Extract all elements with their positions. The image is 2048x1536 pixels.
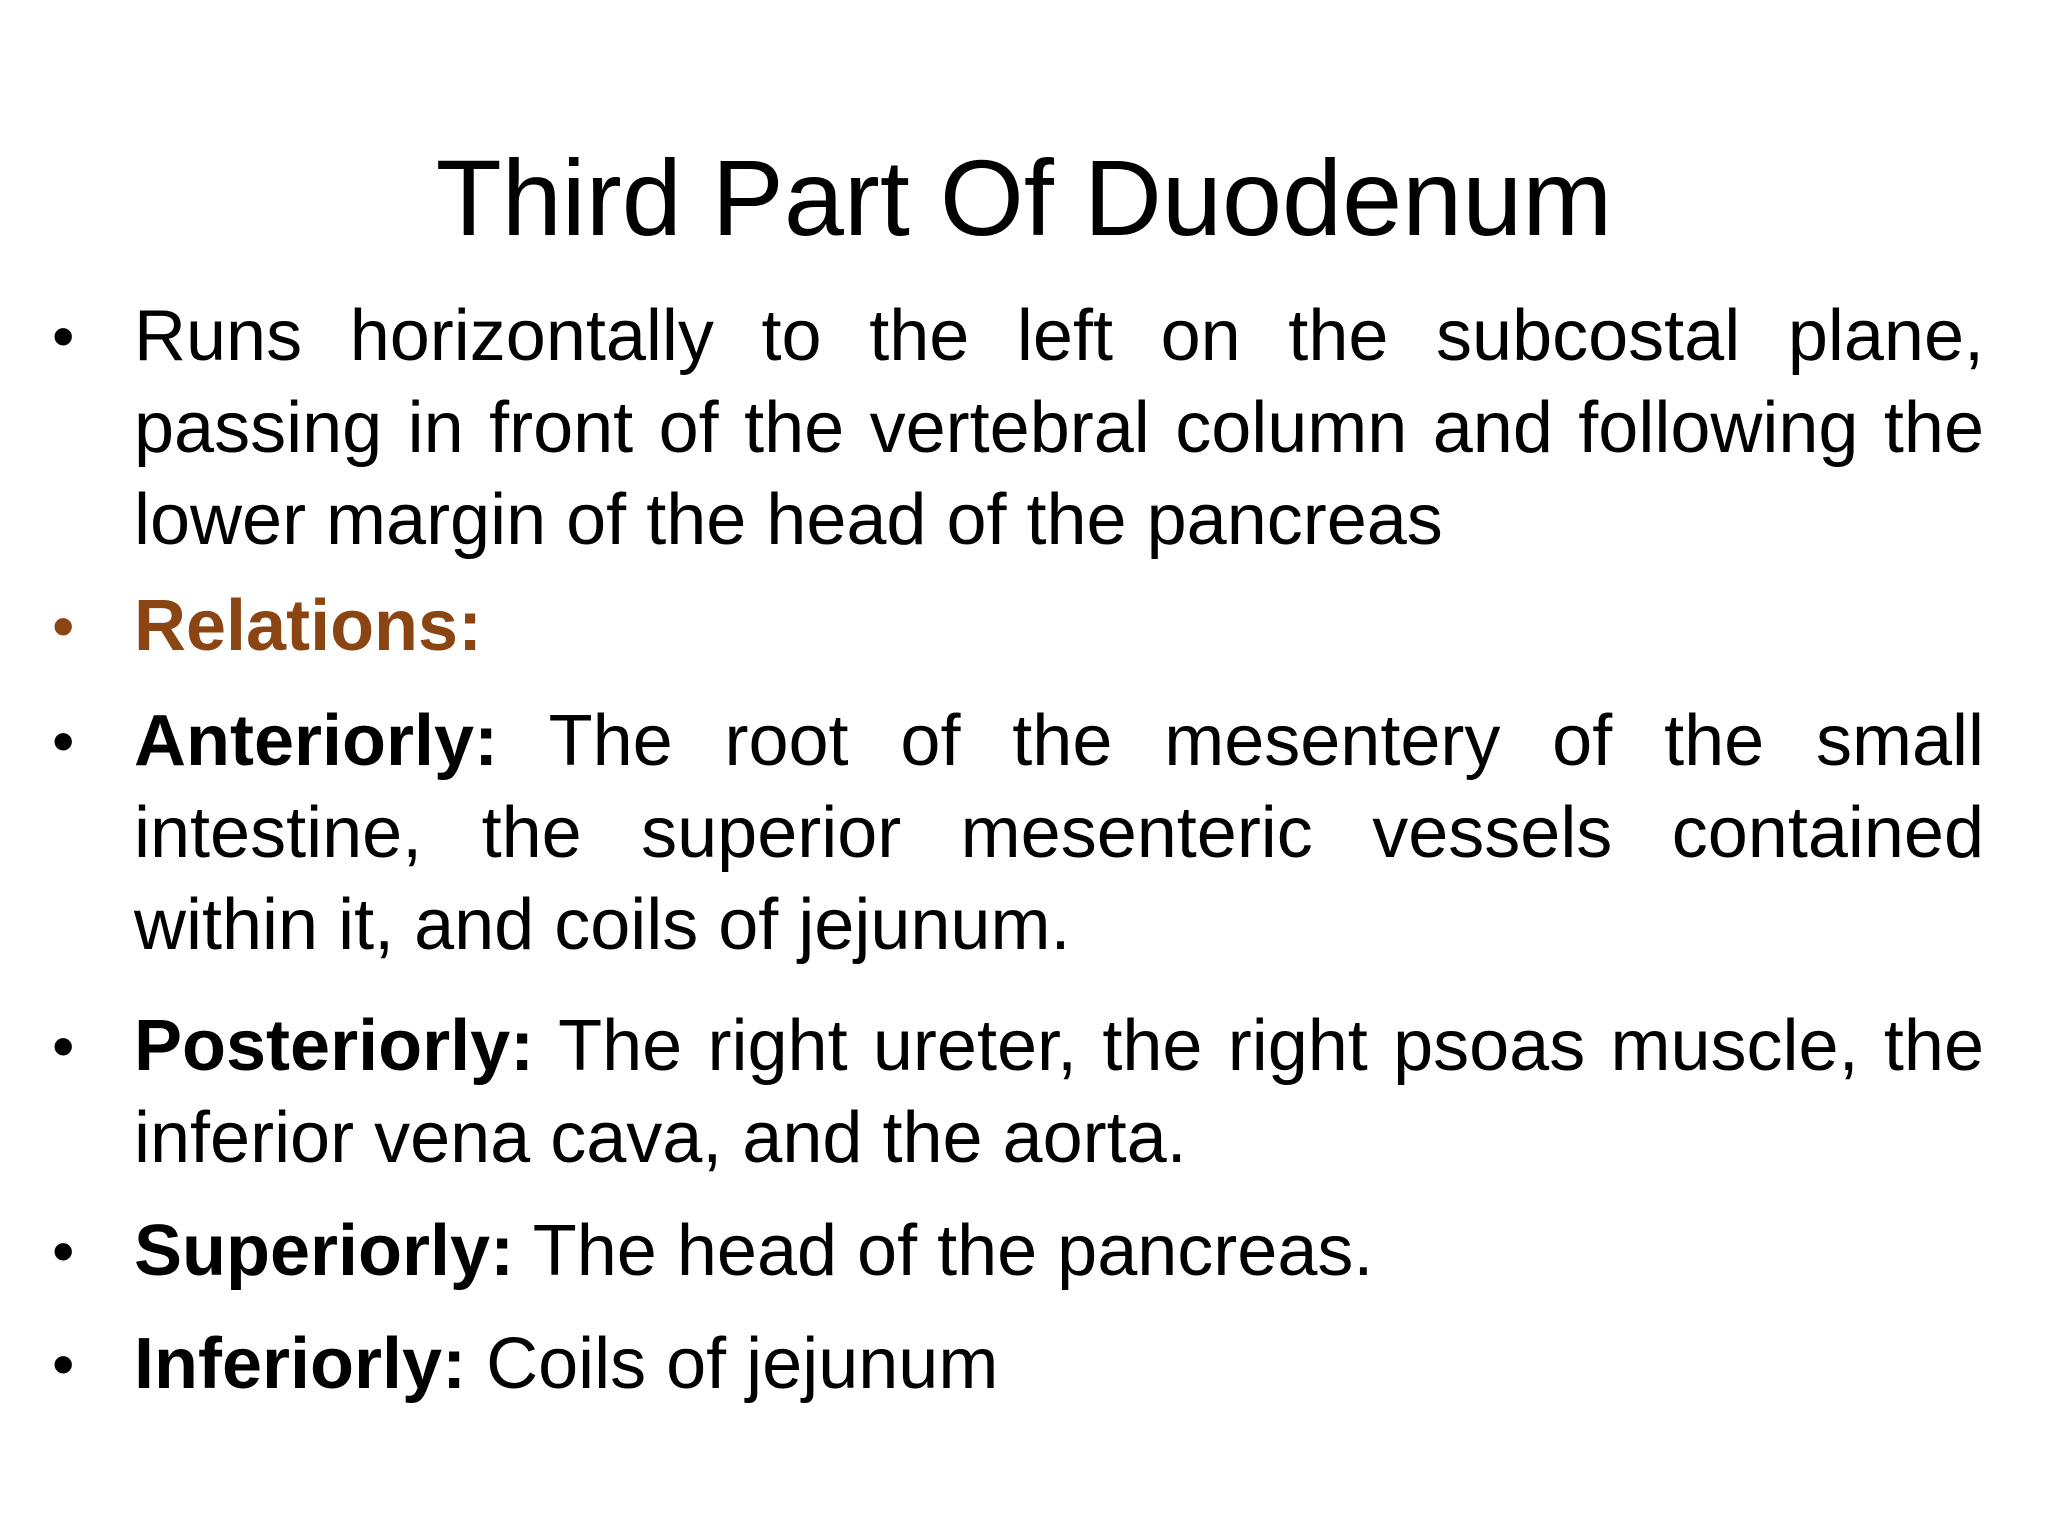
item-label: Relations: xyxy=(134,586,483,666)
list-item-posteriorly xyxy=(52,1000,1984,1184)
list-item-course xyxy=(52,290,1984,566)
list-item-inferiorly xyxy=(52,1318,1984,1410)
item-label: Anteriorly: xyxy=(134,701,499,781)
list-item-superiorly xyxy=(52,1205,1984,1297)
bullet-icon: • xyxy=(52,300,75,372)
bullet-icon: • xyxy=(52,590,75,662)
item-label: Posteriorly: xyxy=(134,1006,535,1086)
bullet-icon: • xyxy=(52,1010,75,1082)
list-item-relations xyxy=(52,580,1984,672)
item-label: Superiorly: xyxy=(134,1211,515,1291)
bullet-icon: • xyxy=(52,705,75,777)
bullet-icon: • xyxy=(52,1215,75,1287)
item-text: Runs horizontally to the left on the subcostal plane, passing in front of the vertebral column and following the lower margin of the head of the pancreas xyxy=(134,296,1984,560)
slide-title: Third Part Of Duodenum xyxy=(435,137,1613,258)
list-item-anteriorly xyxy=(52,695,1985,971)
bullet-icon: • xyxy=(52,1328,75,1400)
item-label: Inferiorly: xyxy=(134,1324,467,1404)
item-text: Coils of jejunum xyxy=(486,1324,999,1404)
item-text: The root of the mesentery of the small intestine, the superior mesenteric vessels contained within it, and coils of jejunum. xyxy=(134,701,1985,965)
item-text: The head of the pancreas. xyxy=(532,1211,1374,1291)
item-text: The right ureter, the right psoas muscle, the inferior vena cava, and the aorta. xyxy=(134,1006,1984,1178)
